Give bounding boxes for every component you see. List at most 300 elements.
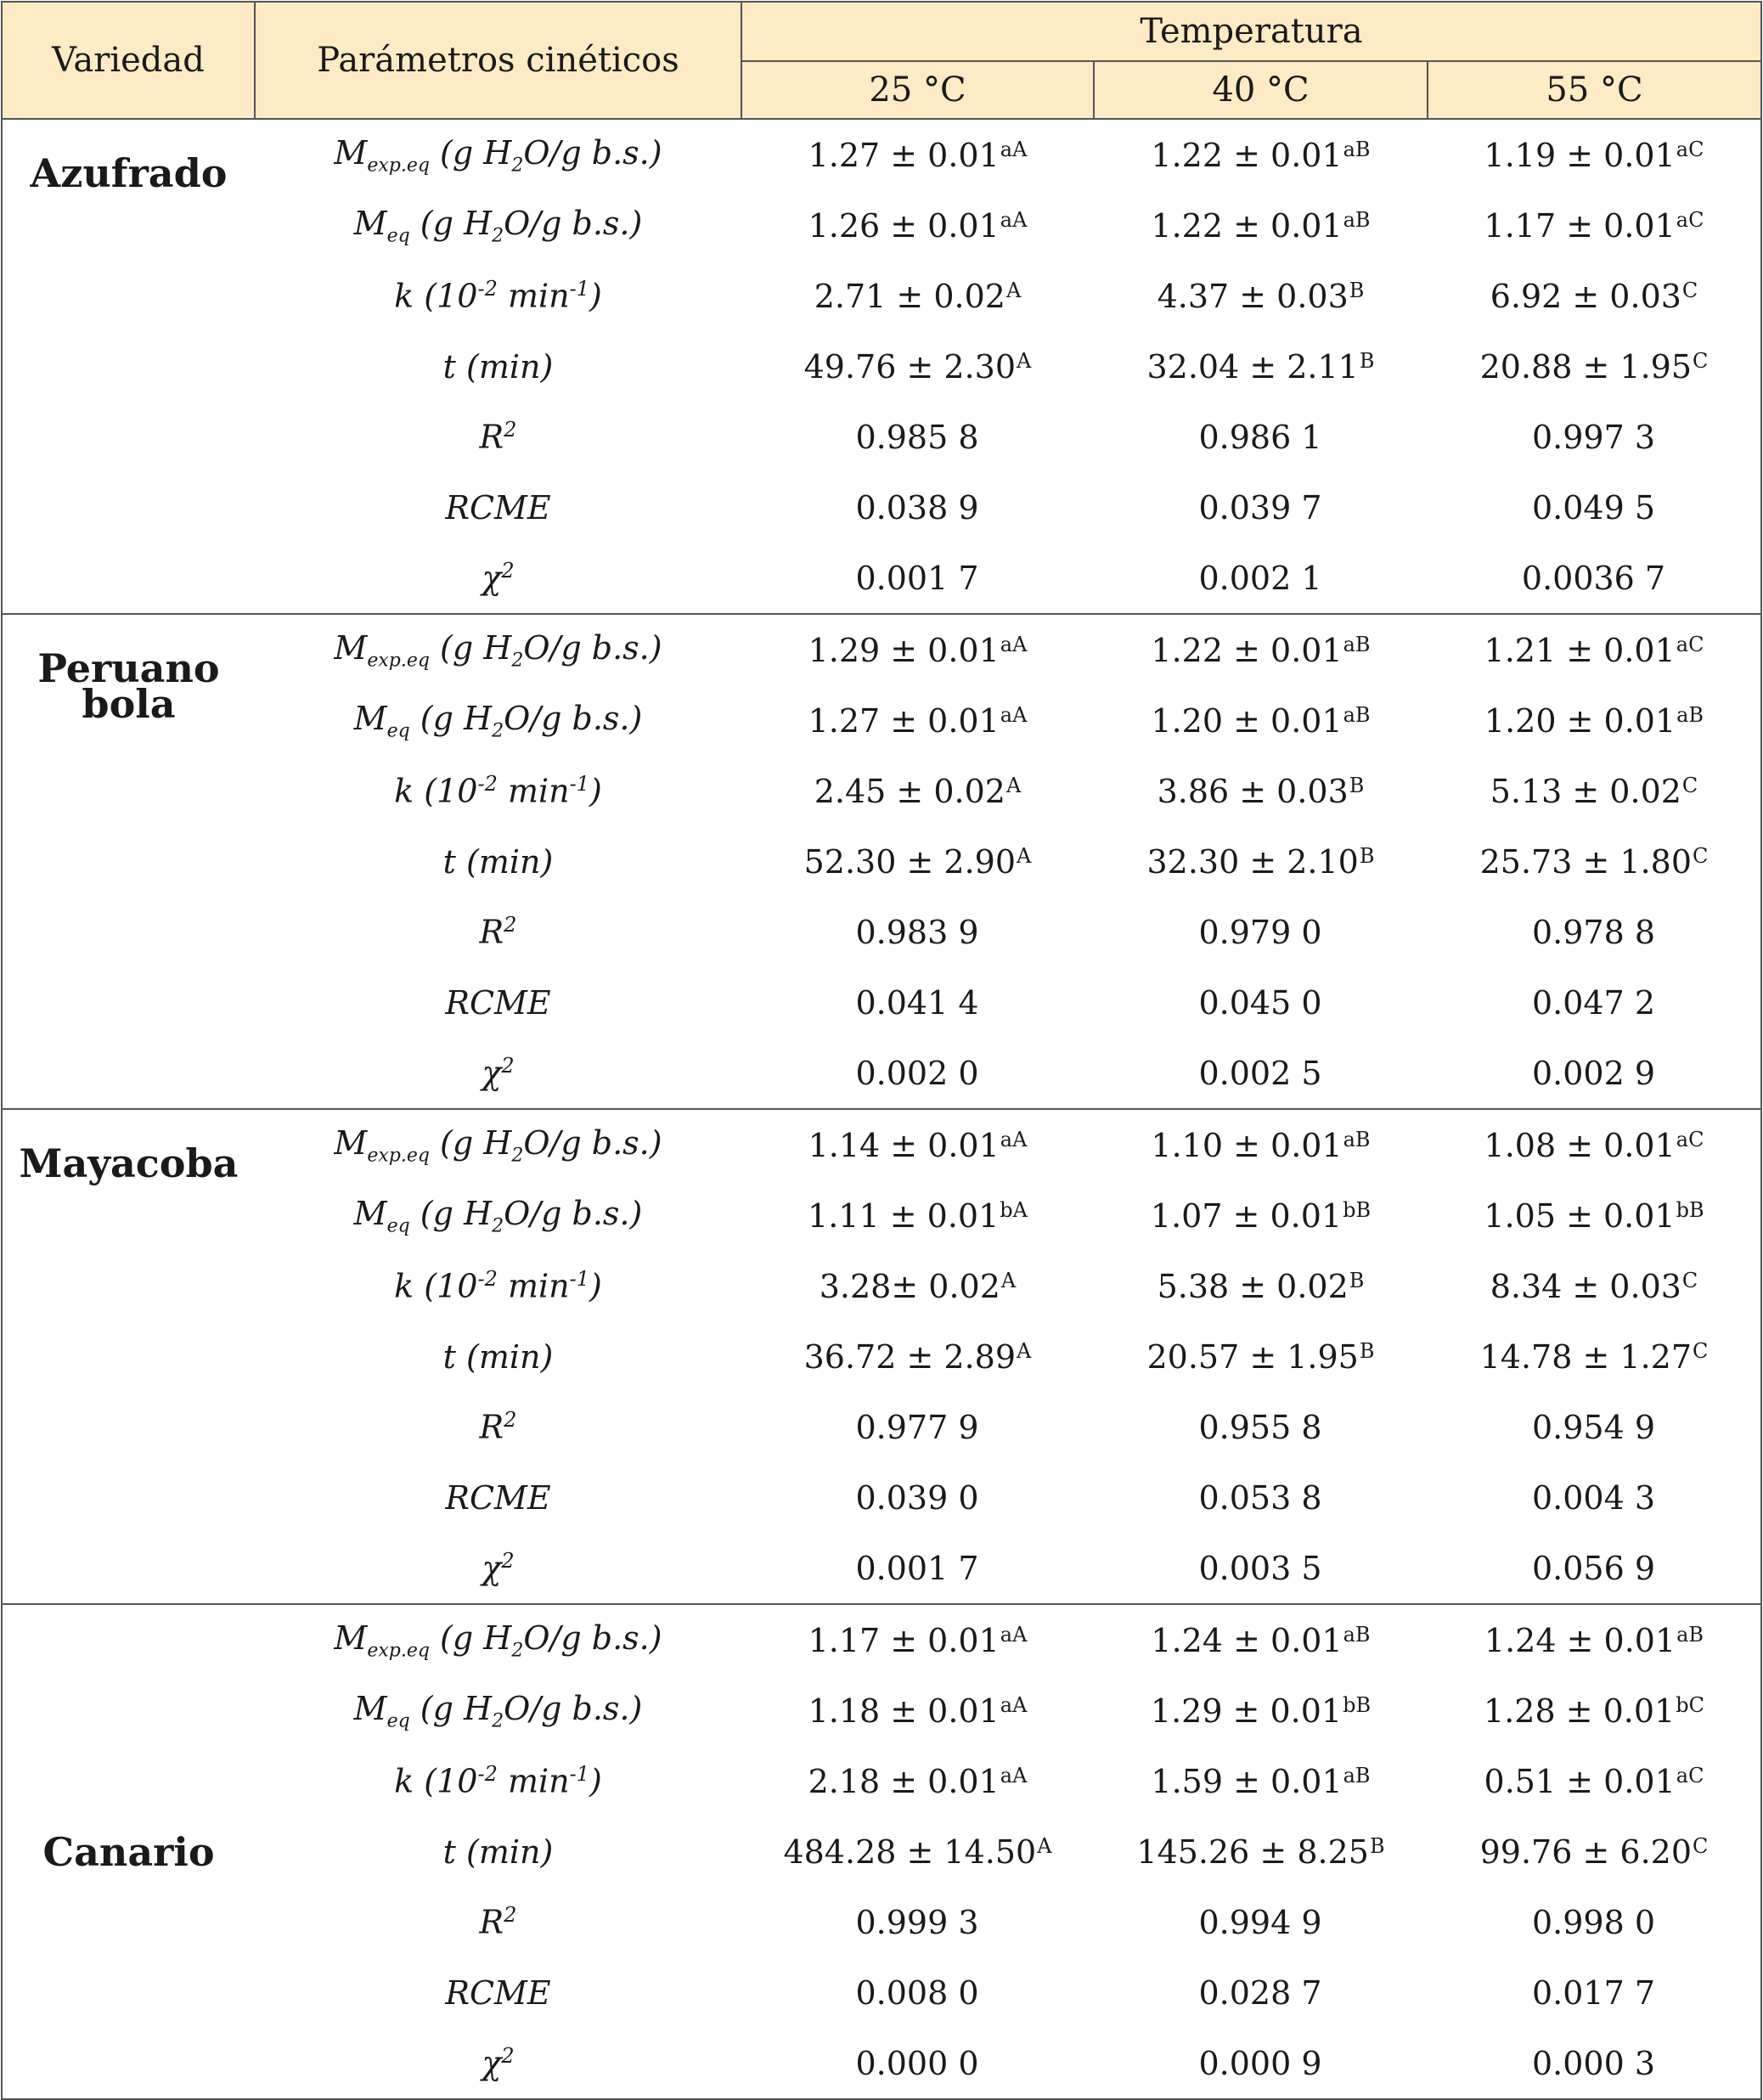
param-t: t (min) <box>442 1337 554 1376</box>
value-text: 145.26 ± 8.25 <box>1136 1833 1369 1871</box>
param-units: (g H <box>420 204 493 242</box>
value-text: 1.29 ± 0.01 <box>1150 1692 1343 1730</box>
value-cell <box>1094 826 1428 897</box>
variety-name: Peruano bola <box>2 614 255 1109</box>
significance-letters: bC <box>1676 1692 1704 1717</box>
value-text: 0.985 8 <box>855 418 979 456</box>
significance-letters: aA <box>1000 207 1028 232</box>
significance-letters: B <box>1359 348 1375 373</box>
value-text: 0.039 0 <box>855 1478 979 1517</box>
value-cell <box>1094 1109 1428 1180</box>
table-row <box>2 1321 1761 1392</box>
value-text: 1.08 ± 0.01 <box>1484 1126 1676 1164</box>
parameter-label <box>255 1957 741 2028</box>
param-k: ) <box>589 277 602 315</box>
param-k: min <box>497 1267 570 1305</box>
value-cell <box>741 1180 1094 1251</box>
significance-letters: A <box>1005 278 1022 302</box>
value-text: 0.002 1 <box>1198 559 1322 597</box>
param-rcme: RCME <box>445 983 551 1022</box>
value-text: 1.26 ± 0.01 <box>808 206 1000 245</box>
table-row <box>2 1251 1761 1321</box>
param-chi: χ <box>482 2044 502 2082</box>
param-k: min <box>497 1762 570 1800</box>
param-k-exp: -1 <box>569 1762 589 1787</box>
table-row <box>2 897 1761 967</box>
param-units-sub: 2 <box>492 225 504 247</box>
param-m-symbol: M <box>353 1689 387 1727</box>
value-cell <box>1094 1392 1428 1462</box>
param-units: O/g b.s.) <box>504 1689 643 1727</box>
parameter-label <box>255 1109 741 1180</box>
value-cell <box>741 1251 1094 1321</box>
value-cell <box>1094 1038 1428 1109</box>
value-cell <box>1094 614 1428 685</box>
table-row <box>2 331 1761 402</box>
value-cell <box>741 1462 1094 1533</box>
value-cell <box>741 331 1094 402</box>
significance-letters: C <box>1693 843 1709 868</box>
value-cell <box>1094 402 1428 472</box>
value-cell <box>1094 1816 1428 1887</box>
table-row <box>2 1675 1761 1746</box>
value-cell <box>1094 2028 1428 2099</box>
table-row <box>2 1746 1761 1816</box>
param-chi: χ <box>482 1054 502 1092</box>
significance-letters: A <box>1037 1833 1052 1858</box>
parameter-label <box>255 967 741 1038</box>
param-units: O/g b.s.) <box>523 1123 662 1162</box>
value-cell <box>1094 543 1428 614</box>
param-k-exp: -2 <box>477 1762 498 1787</box>
value-cell <box>741 1675 1094 1746</box>
value-text: 0.000 3 <box>1531 2044 1656 2082</box>
value-cell <box>1428 1957 1761 2028</box>
value-cell <box>1428 1675 1761 1746</box>
value-cell <box>741 2028 1094 2099</box>
value-cell <box>741 1533 1094 1604</box>
parameter-label <box>255 1251 741 1321</box>
value-cell <box>1428 472 1761 543</box>
param-r-exp: 2 <box>504 1903 517 1928</box>
header-temp-55: 55 °C <box>1428 61 1761 119</box>
value-text: 3.86 ± 0.03 <box>1157 772 1349 810</box>
value-text: 0.994 9 <box>1198 1903 1322 1941</box>
param-k-exp: -1 <box>569 772 589 797</box>
param-k: min <box>497 772 570 810</box>
value-text: 484.28 ± 14.50 <box>783 1833 1037 1871</box>
param-k: min <box>497 277 570 315</box>
param-units: (g H <box>420 1194 493 1232</box>
param-m-subscript: eq <box>386 1710 410 1732</box>
value-cell <box>1428 897 1761 967</box>
param-m-symbol: M <box>334 1123 368 1162</box>
significance-letters: aB <box>1343 632 1371 656</box>
value-text: 0.002 0 <box>855 1054 979 1092</box>
significance-letters: B <box>1349 773 1365 797</box>
value-cell <box>1428 1392 1761 1462</box>
param-units: (g H <box>420 1689 493 1727</box>
variety-name: Mayacoba <box>2 1109 255 1604</box>
significance-letters: aB <box>1676 702 1704 727</box>
value-cell <box>1428 1251 1761 1321</box>
value-cell <box>741 756 1094 826</box>
param-m-symbol: M <box>334 133 368 172</box>
param-k: k (10 <box>394 277 478 315</box>
param-t: t (min) <box>442 347 554 386</box>
value-cell <box>1428 1109 1761 1180</box>
value-text: 0.955 8 <box>1198 1408 1322 1446</box>
parameter-label <box>255 614 741 685</box>
parameter-label <box>255 261 741 331</box>
param-units: (g H <box>440 133 512 172</box>
value-text: 0.954 9 <box>1531 1408 1656 1446</box>
value-text: 2.71 ± 0.02 <box>814 277 1005 315</box>
value-cell <box>741 190 1094 261</box>
value-text: 32.04 ± 2.11 <box>1146 347 1359 386</box>
value-text: 0.053 8 <box>1198 1478 1322 1517</box>
value-text: 5.38 ± 0.02 <box>1157 1267 1349 1305</box>
value-text: 0.001 7 <box>855 1549 979 1587</box>
value-cell <box>1428 543 1761 614</box>
value-text: 4.37 ± 0.03 <box>1157 277 1349 315</box>
value-cell <box>741 685 1094 756</box>
value-cell <box>1428 1321 1761 1392</box>
value-cell <box>1428 614 1761 685</box>
value-text: 0.056 9 <box>1531 1549 1656 1587</box>
significance-letters: aA <box>1000 137 1028 161</box>
value-cell <box>1094 190 1428 261</box>
value-text: 0.983 9 <box>855 913 979 951</box>
value-cell <box>741 1392 1094 1462</box>
parameter-label <box>255 826 741 897</box>
param-units-sub: 2 <box>492 1710 504 1732</box>
significance-letters: aB <box>1343 702 1371 727</box>
value-cell <box>1094 685 1428 756</box>
value-cell <box>1428 1604 1761 1675</box>
param-r-exp: 2 <box>504 913 517 937</box>
param-k: k (10 <box>394 1762 478 1800</box>
table-row <box>2 543 1761 614</box>
value-text: 6.92 ± 0.03 <box>1490 277 1681 315</box>
param-units: (g H <box>440 628 512 667</box>
param-rcme: RCME <box>445 1973 551 2012</box>
table-row <box>2 1180 1761 1251</box>
value-cell <box>741 1746 1094 1816</box>
significance-letters: aB <box>1343 1127 1371 1151</box>
param-k: ) <box>589 1267 602 1305</box>
table-row <box>2 685 1761 756</box>
parameter-label <box>255 1746 741 1816</box>
value-cell <box>1428 1746 1761 1816</box>
value-cell <box>741 1957 1094 2028</box>
value-cell <box>741 826 1094 897</box>
param-k: k (10 <box>394 1267 478 1305</box>
value-cell <box>1428 261 1761 331</box>
value-text: 0.999 3 <box>855 1903 979 1941</box>
value-text: 1.18 ± 0.01 <box>808 1692 1000 1730</box>
table-row <box>2 1392 1761 1462</box>
table-row <box>2 1109 1761 1180</box>
value-text: 0.049 5 <box>1531 488 1656 526</box>
param-units: O/g b.s.) <box>523 1619 662 1657</box>
significance-letters: aC <box>1676 632 1704 656</box>
significance-letters: bB <box>1343 1692 1372 1717</box>
parameter-label <box>255 1180 741 1251</box>
table-row <box>2 402 1761 472</box>
param-chi: χ <box>482 559 502 597</box>
value-cell <box>741 543 1094 614</box>
value-text: 1.11 ± 0.01 <box>808 1196 1000 1235</box>
value-cell <box>1428 331 1761 402</box>
param-r: R <box>479 418 504 456</box>
significance-letters: C <box>1693 1338 1709 1363</box>
value-text: 0.002 5 <box>1198 1054 1322 1092</box>
significance-letters: B <box>1349 278 1365 302</box>
param-m-subscript: exp.eq <box>367 1145 430 1167</box>
param-k: k (10 <box>394 772 478 810</box>
param-chi: χ <box>482 1549 502 1587</box>
value-text: 1.22 ± 0.01 <box>1151 631 1343 669</box>
value-text: 2.18 ± 0.01 <box>808 1762 1000 1800</box>
param-m-subscript: eq <box>386 720 410 742</box>
param-k-exp: -1 <box>569 277 589 301</box>
param-m-subscript: exp.eq <box>367 155 430 177</box>
value-text: 8.34 ± 0.03 <box>1490 1267 1681 1305</box>
significance-letters: aB <box>1343 137 1371 161</box>
value-cell <box>1428 1038 1761 1109</box>
value-cell <box>1428 756 1761 826</box>
value-cell <box>741 119 1094 190</box>
value-text: 1.17 ± 0.01 <box>808 1621 1000 1659</box>
value-cell <box>1428 119 1761 190</box>
value-text: 1.28 ± 0.01 <box>1484 1692 1676 1730</box>
value-text: 0.000 0 <box>855 2044 979 2082</box>
value-text: 1.19 ± 0.01 <box>1484 136 1676 174</box>
significance-letters: bB <box>1343 1197 1372 1222</box>
value-text: 32.30 ± 2.10 <box>1146 842 1359 881</box>
param-m-subscript: eq <box>386 1215 410 1237</box>
parameter-label <box>255 472 741 543</box>
table-body <box>2 119 1761 2099</box>
table-row <box>2 967 1761 1038</box>
value-cell <box>1094 1533 1428 1604</box>
param-m-subscript: exp.eq <box>367 1640 430 1662</box>
value-text: 1.17 ± 0.01 <box>1484 206 1676 245</box>
header-parametros: Parámetros cinéticos <box>255 2 741 119</box>
value-text: 1.22 ± 0.01 <box>1151 206 1343 245</box>
value-text: 0.003 5 <box>1198 1549 1322 1587</box>
value-cell <box>1428 967 1761 1038</box>
significance-letters: B <box>1359 843 1375 868</box>
value-cell <box>1094 1746 1428 1816</box>
parameter-label <box>255 543 741 614</box>
value-text: 99.76 ± 6.20 <box>1479 1833 1693 1871</box>
value-text: 0.004 3 <box>1531 1478 1656 1517</box>
value-cell <box>741 402 1094 472</box>
value-cell <box>1428 1816 1761 1887</box>
value-text: 14.78 ± 1.27 <box>1479 1337 1693 1376</box>
value-cell <box>1428 826 1761 897</box>
param-chi-exp: 2 <box>501 1549 515 1574</box>
value-cell <box>741 1816 1094 1887</box>
param-k: ) <box>589 772 602 810</box>
significance-letters: aC <box>1676 137 1704 161</box>
parameter-label <box>255 1816 741 1887</box>
value-cell <box>1094 119 1428 190</box>
param-k: ) <box>589 1762 602 1800</box>
value-cell <box>741 1109 1094 1180</box>
param-units: O/g b.s.) <box>523 628 662 667</box>
table-row <box>2 261 1761 331</box>
table-row <box>2 826 1761 897</box>
value-text: 0.047 2 <box>1531 983 1656 1022</box>
param-units: O/g b.s.) <box>504 1194 643 1232</box>
value-text: 1.07 ± 0.01 <box>1150 1196 1343 1235</box>
value-text: 0.039 7 <box>1198 488 1322 526</box>
value-text: 1.10 ± 0.01 <box>1151 1126 1343 1164</box>
table-row <box>2 2028 1761 2099</box>
value-cell <box>741 1887 1094 1957</box>
value-cell <box>741 1038 1094 1109</box>
parameter-label <box>255 1321 741 1392</box>
param-rcme: RCME <box>445 488 551 526</box>
significance-letters: C <box>1693 348 1709 373</box>
table-row <box>2 119 1761 190</box>
value-cell <box>1428 685 1761 756</box>
value-cell <box>1094 967 1428 1038</box>
value-cell <box>741 1321 1094 1392</box>
parameter-label <box>255 1038 741 1109</box>
value-text: 0.008 0 <box>855 1973 979 2012</box>
table-row <box>2 1533 1761 1604</box>
param-units-sub: 2 <box>511 1640 524 1662</box>
value-text: 0.041 4 <box>855 983 979 1022</box>
param-m-symbol: M <box>334 628 368 667</box>
parameter-label <box>255 1887 741 1957</box>
param-chi-exp: 2 <box>501 1054 515 1078</box>
table-row <box>2 1816 1761 1887</box>
table-row <box>2 1604 1761 1675</box>
value-text: 1.20 ± 0.01 <box>1484 701 1676 740</box>
table-row <box>2 614 1761 685</box>
param-r: R <box>479 1903 504 1941</box>
param-units: O/g b.s.) <box>504 204 643 242</box>
significance-letters: aA <box>1000 632 1028 656</box>
value-text: 1.22 ± 0.01 <box>1151 136 1343 174</box>
significance-letters: aB <box>1343 1622 1371 1647</box>
table-header <box>2 2 1761 119</box>
value-cell <box>1094 1887 1428 1957</box>
significance-letters: C <box>1681 278 1698 302</box>
value-text: 0.986 1 <box>1198 418 1322 456</box>
value-text: 2.45 ± 0.02 <box>814 772 1005 810</box>
value-text: 5.13 ± 0.02 <box>1490 772 1681 810</box>
value-text: 52.30 ± 2.90 <box>803 842 1017 881</box>
header-temp-25: 25 °C <box>741 61 1094 119</box>
value-cell <box>1094 756 1428 826</box>
variety-name: Canario <box>2 1604 255 2099</box>
parameter-label <box>255 1462 741 1533</box>
parameter-label <box>255 2028 741 2099</box>
significance-letters: C <box>1693 1833 1709 1858</box>
param-m-symbol: M <box>353 1194 387 1232</box>
value-cell <box>1428 190 1761 261</box>
param-m-subscript: eq <box>386 225 410 247</box>
significance-letters: bB <box>1676 1197 1704 1222</box>
param-k-exp: -2 <box>477 772 498 797</box>
significance-letters: aB <box>1676 1622 1704 1647</box>
value-cell <box>741 261 1094 331</box>
parameter-label <box>255 331 741 402</box>
value-text: 0.978 8 <box>1531 913 1656 951</box>
value-cell <box>1094 1462 1428 1533</box>
table-row <box>2 472 1761 543</box>
value-text: 20.57 ± 1.95 <box>1146 1337 1359 1376</box>
value-text: 0.0036 7 <box>1521 559 1666 597</box>
parameter-label <box>255 1392 741 1462</box>
param-units-sub: 2 <box>511 1145 524 1167</box>
param-units-sub: 2 <box>511 650 524 672</box>
param-m-symbol: M <box>353 204 387 242</box>
header-temp-40: 40 °C <box>1094 61 1428 119</box>
value-cell <box>1094 1957 1428 2028</box>
value-text: 1.29 ± 0.01 <box>808 631 1000 669</box>
value-text: 36.72 ± 2.89 <box>803 1337 1017 1376</box>
value-text: 3.28± 0.02 <box>819 1267 1000 1305</box>
value-text: 1.24 ± 0.01 <box>1484 1621 1676 1659</box>
value-cell <box>1428 1887 1761 1957</box>
param-t: t (min) <box>442 1833 554 1871</box>
value-cell <box>1094 1675 1428 1746</box>
value-text: 0.977 9 <box>855 1408 979 1446</box>
significance-letters: aC <box>1676 1127 1704 1151</box>
value-cell <box>741 614 1094 685</box>
significance-letters: aC <box>1676 1763 1704 1788</box>
value-cell <box>1094 1251 1428 1321</box>
value-cell <box>1428 1180 1761 1251</box>
param-m-symbol: M <box>353 699 387 737</box>
param-units-sub: 2 <box>492 720 504 742</box>
param-units: (g H <box>420 699 493 737</box>
value-cell <box>1094 331 1428 402</box>
value-text: 0.997 3 <box>1531 418 1656 456</box>
significance-letters: aA <box>1000 702 1028 727</box>
param-rcme: RCME <box>445 1478 551 1517</box>
header-temperatura: Temperatura <box>741 2 1761 61</box>
value-text: 49.76 ± 2.30 <box>803 347 1017 386</box>
param-units-sub: 2 <box>511 155 524 177</box>
value-cell <box>1428 402 1761 472</box>
table-row <box>2 1462 1761 1533</box>
kinetic-parameters-table <box>1 1 1762 2100</box>
value-cell <box>1094 1180 1428 1251</box>
param-m-subscript: exp.eq <box>367 650 430 672</box>
variety-name: Azufrado <box>2 119 255 614</box>
value-cell <box>1094 261 1428 331</box>
param-t: t (min) <box>442 842 554 881</box>
value-text: 1.59 ± 0.01 <box>1151 1762 1343 1800</box>
value-cell <box>1094 1321 1428 1392</box>
significance-letters: A <box>1017 348 1032 373</box>
value-text: 0.000 9 <box>1198 2044 1322 2082</box>
value-cell <box>741 897 1094 967</box>
parameter-label <box>255 119 741 190</box>
significance-letters: A <box>1017 843 1032 868</box>
parameter-label <box>255 897 741 967</box>
table-row <box>2 1887 1761 1957</box>
param-chi-exp: 2 <box>501 559 515 583</box>
